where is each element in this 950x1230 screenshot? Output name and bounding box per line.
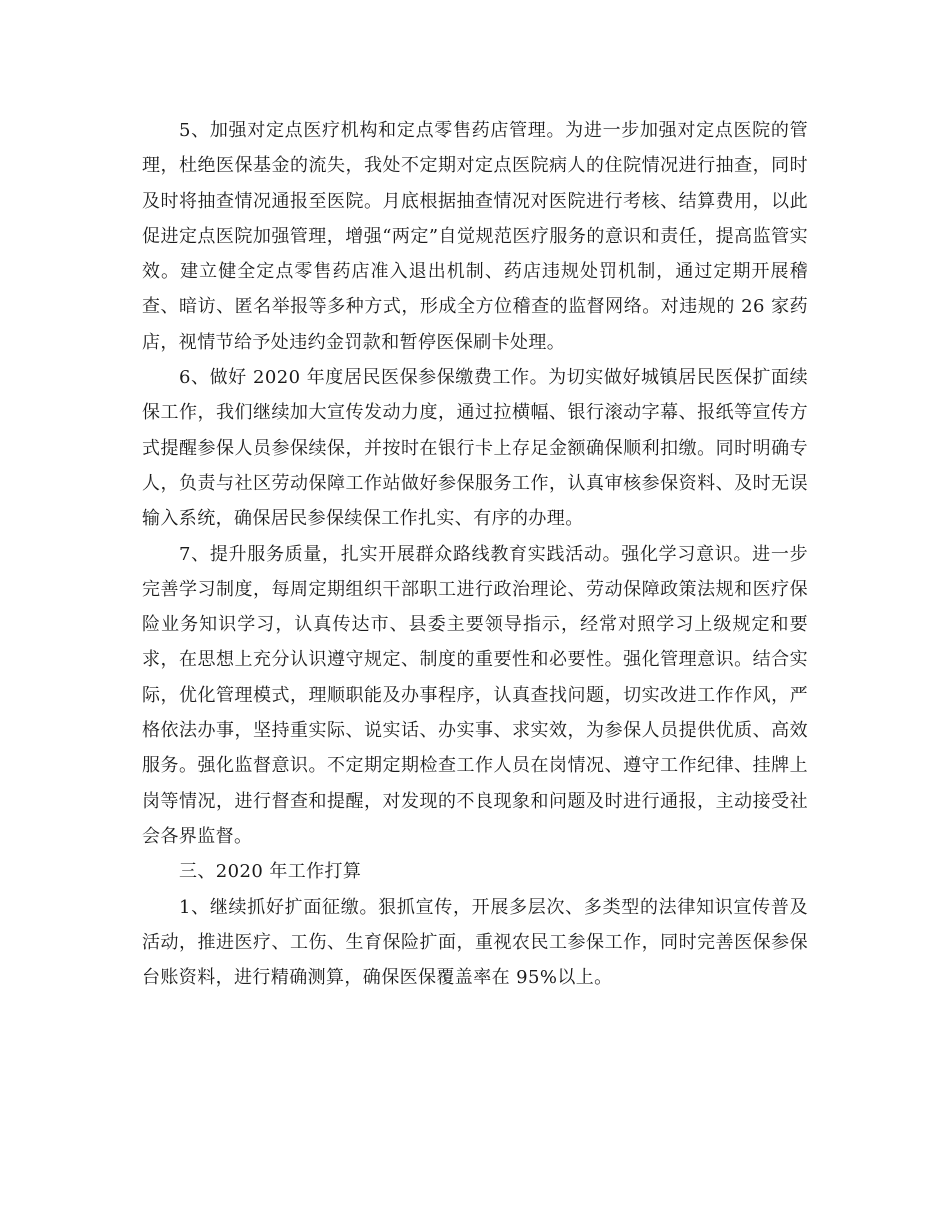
paragraph-plan-item-1-coverage: 1、继续抓好扩面征缴。狠抓宣传，开展多层次、多类型的法律知识宣传普及活动，推进医疗、工伤、生育保险扩面，重视农民工参保工作，同时完善医保参保台账资料，进行精确测算，确保医保覆盖率在 95%以上。 (142, 896, 808, 989)
paragraph-item-6-resident-insurance: 6、做好 2020 年度居民医保参保缴费工作。为切实做好城镇居民医保扩面续保工作，我们继续加大宣传发动力度，通过拉横幅、银行滚动字幕、报纸等宣传方式提醒参保人员参保续保，并按时在银行卡上存足金额确保顺利扣缴。同时明确专人，负责与社区劳动保障工作站做好参保服务工作，认真审核参保资料、及时无误输入系统，确保居民参保续保工作扎实、有序的办理。 (142, 367, 808, 530)
document-body (142, 113, 808, 995)
paragraph-item-5-pharmacy-management: 5、加强对定点医疗机构和定点零售药店管理。为进一步加强对定点医院的管理，杜绝医保基金的流失，我处不定期对定点医院病人的住院情况进行抽查，同时及时将抽查情况通报至医院。月底根据抽查情况对医院进行考核、结算费用，以此促进定点医院加强管理，增强“两定”自觉规范医疗服务的意识和责任，提高监管实效。建立健全定点零售药店准入退出机制、药店违规处罚机制，通过定期开展稽查、暗访、匿名举报等多种方式，形成全方位稽查的监督网络。对违规的 26 家药店，视情节给予处违约金罚款和暂停医保刷卡处理。 (142, 120, 808, 353)
paragraph-item-7-service-quality: 7、提升服务质量，扎实开展群众路线教育实践活动。强化学习意识。进一步完善学习制度，每周定期组织干部职工进行政治理论、劳动保障政策法规和医疗保险业务知识学习，认真传达市、县委主要领导指示，经常对照学习上级规定和要求，在思想上充分认识遵守规定、制度的重要性和必要性。强化管理意识。结合实际，优化管理模式，理顺职能及办事程序，认真查找问题，切实改进工作作风，严格依法办事，坚持重实际、说实话、办实事、求实效，为参保人员提供优质、高效服务。强化监督意识。不定期定期检查工作人员在岗情况、遵守工作纪律、挂牌上岗等情况，进行督查和提醒，对发现的不良现象和问题及时进行通报，主动接受社会各界监督。 (142, 543, 808, 847)
section-heading-work-plan: 三、2020 年工作打算 (179, 861, 362, 883)
